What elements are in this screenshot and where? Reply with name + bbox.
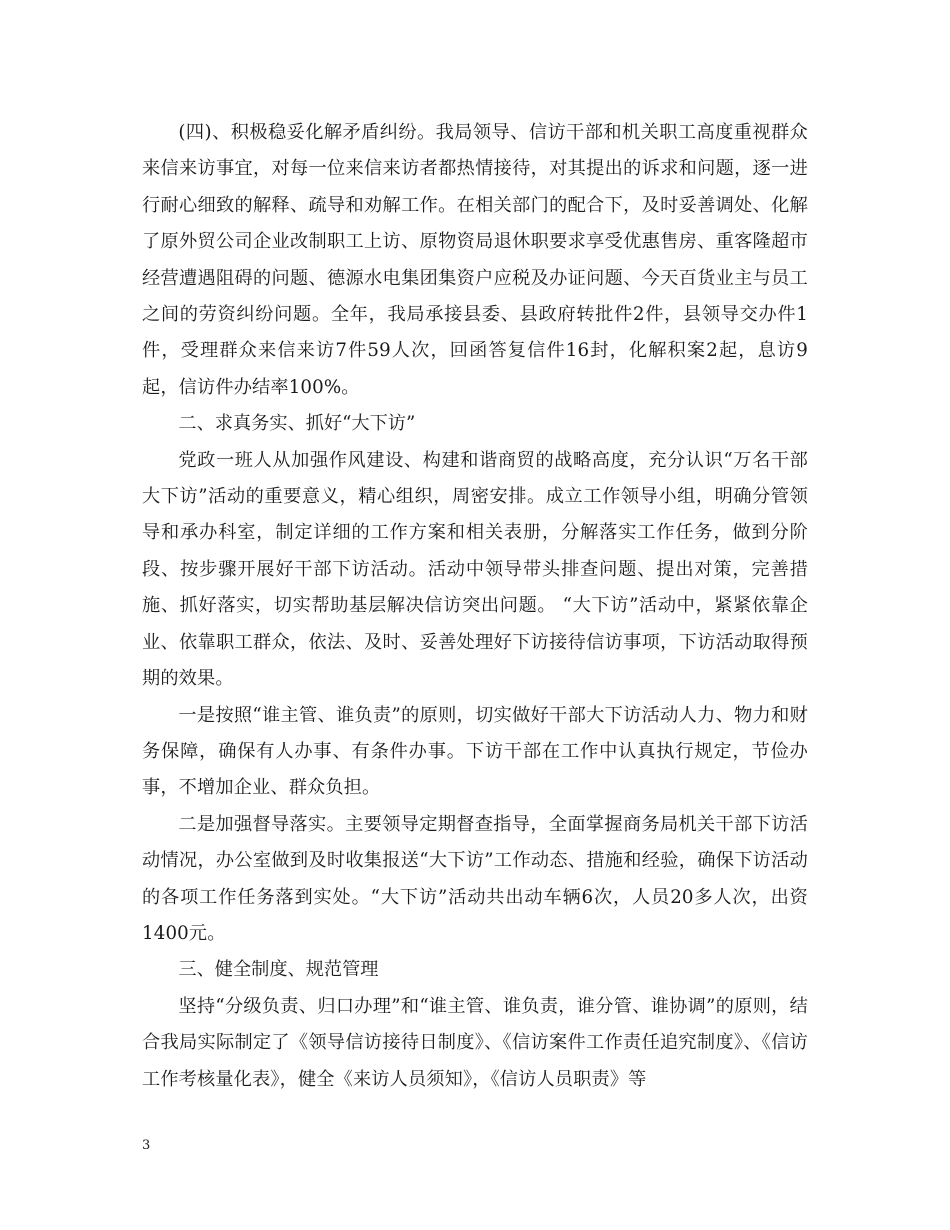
paragraph-big-visit-overview: 党政一班人从加强作风建设、构建和谐商贸的战略高度，充分认识“万名干部大下访”活动的重要意义，精心组织，周密安排。成立工作领导小组，明确分管领导和承办科室，制定详细的工作方案和相关表册，分解落实工作任务，做到分阶段、按步骤开展好干部下访活动。活动中领导带头排查问题、提出对策，完善措施、抓好落实，切实帮助基层解决信访突出问题。 “大下访”活动中，紧紧依靠企业、依靠职工群众，依法、及时、妥善处理好下访接待信访事项，下访活动取得预期的效果。: [142, 449, 808, 690]
page-number: 3: [142, 1138, 151, 1153]
section-heading-systems: 三、健全制度、规范管理: [178, 959, 379, 981]
paragraph-responsibility-principle: 一是按照“谁主管、谁负责”的原则，切实做好干部大下访活动人力、物力和财务保障，确保有人办事、有条件办事。下访干部在工作中认真执行规定，节俭办事，不增加企业、群众负担。: [142, 704, 808, 799]
paragraph-resolve-disputes: (四)、积极稳妥化解矛盾纠纷。我局领导、信访干部和机关职工高度重视群众来信来访事宜，对每一位来信来访者都热情接待，对其提出的诉求和问题，逐一进行耐心细致的解释、疏导和劝解工作。在相关部门的配合下，及时妥善调处、化解了原外贸公司企业改制职工上访、原物资局退休职要求享受优惠售房、重客隆超市经营遭遇阻碍的问题、德源水电集团集资户应税及办证问题、今天百货业主与员工之间的劳资纠纷问题。全年，我局承接县委、县政府转批件2件，县领导交办件1件，受理群众来信来访7件59人次，回函答复信件16封，化解积案2起，息访9起，信访件办结率100%。: [142, 122, 808, 398]
document-body: [142, 115, 808, 1098]
paragraph-supervision: 二是加强督导落实。主要领导定期督查指导，全面掌握商务局机关干部下访活动情况，办公室做到及时收集报送“大下访”工作动态、措施和经验，确保下访活动的各项工作任务落到实处。“大下访”活动共出动车辆6次，人员20多人次，出资1400元。: [142, 813, 808, 944]
section-heading-big-visit: 二、求真务实、抓好“大下访”: [178, 413, 416, 435]
paragraph-systems-detail: 坚持“分级负责、归口办理”和“谁主管、谁负责，谁分管、谁协调”的原则，结合我局实际制定了《领导信访接待日制度》、《信访案件工作责任追究制度》、《信访工作考核量化表》，健全《来访人员须知》，《信访人员职责》等: [142, 995, 808, 1090]
